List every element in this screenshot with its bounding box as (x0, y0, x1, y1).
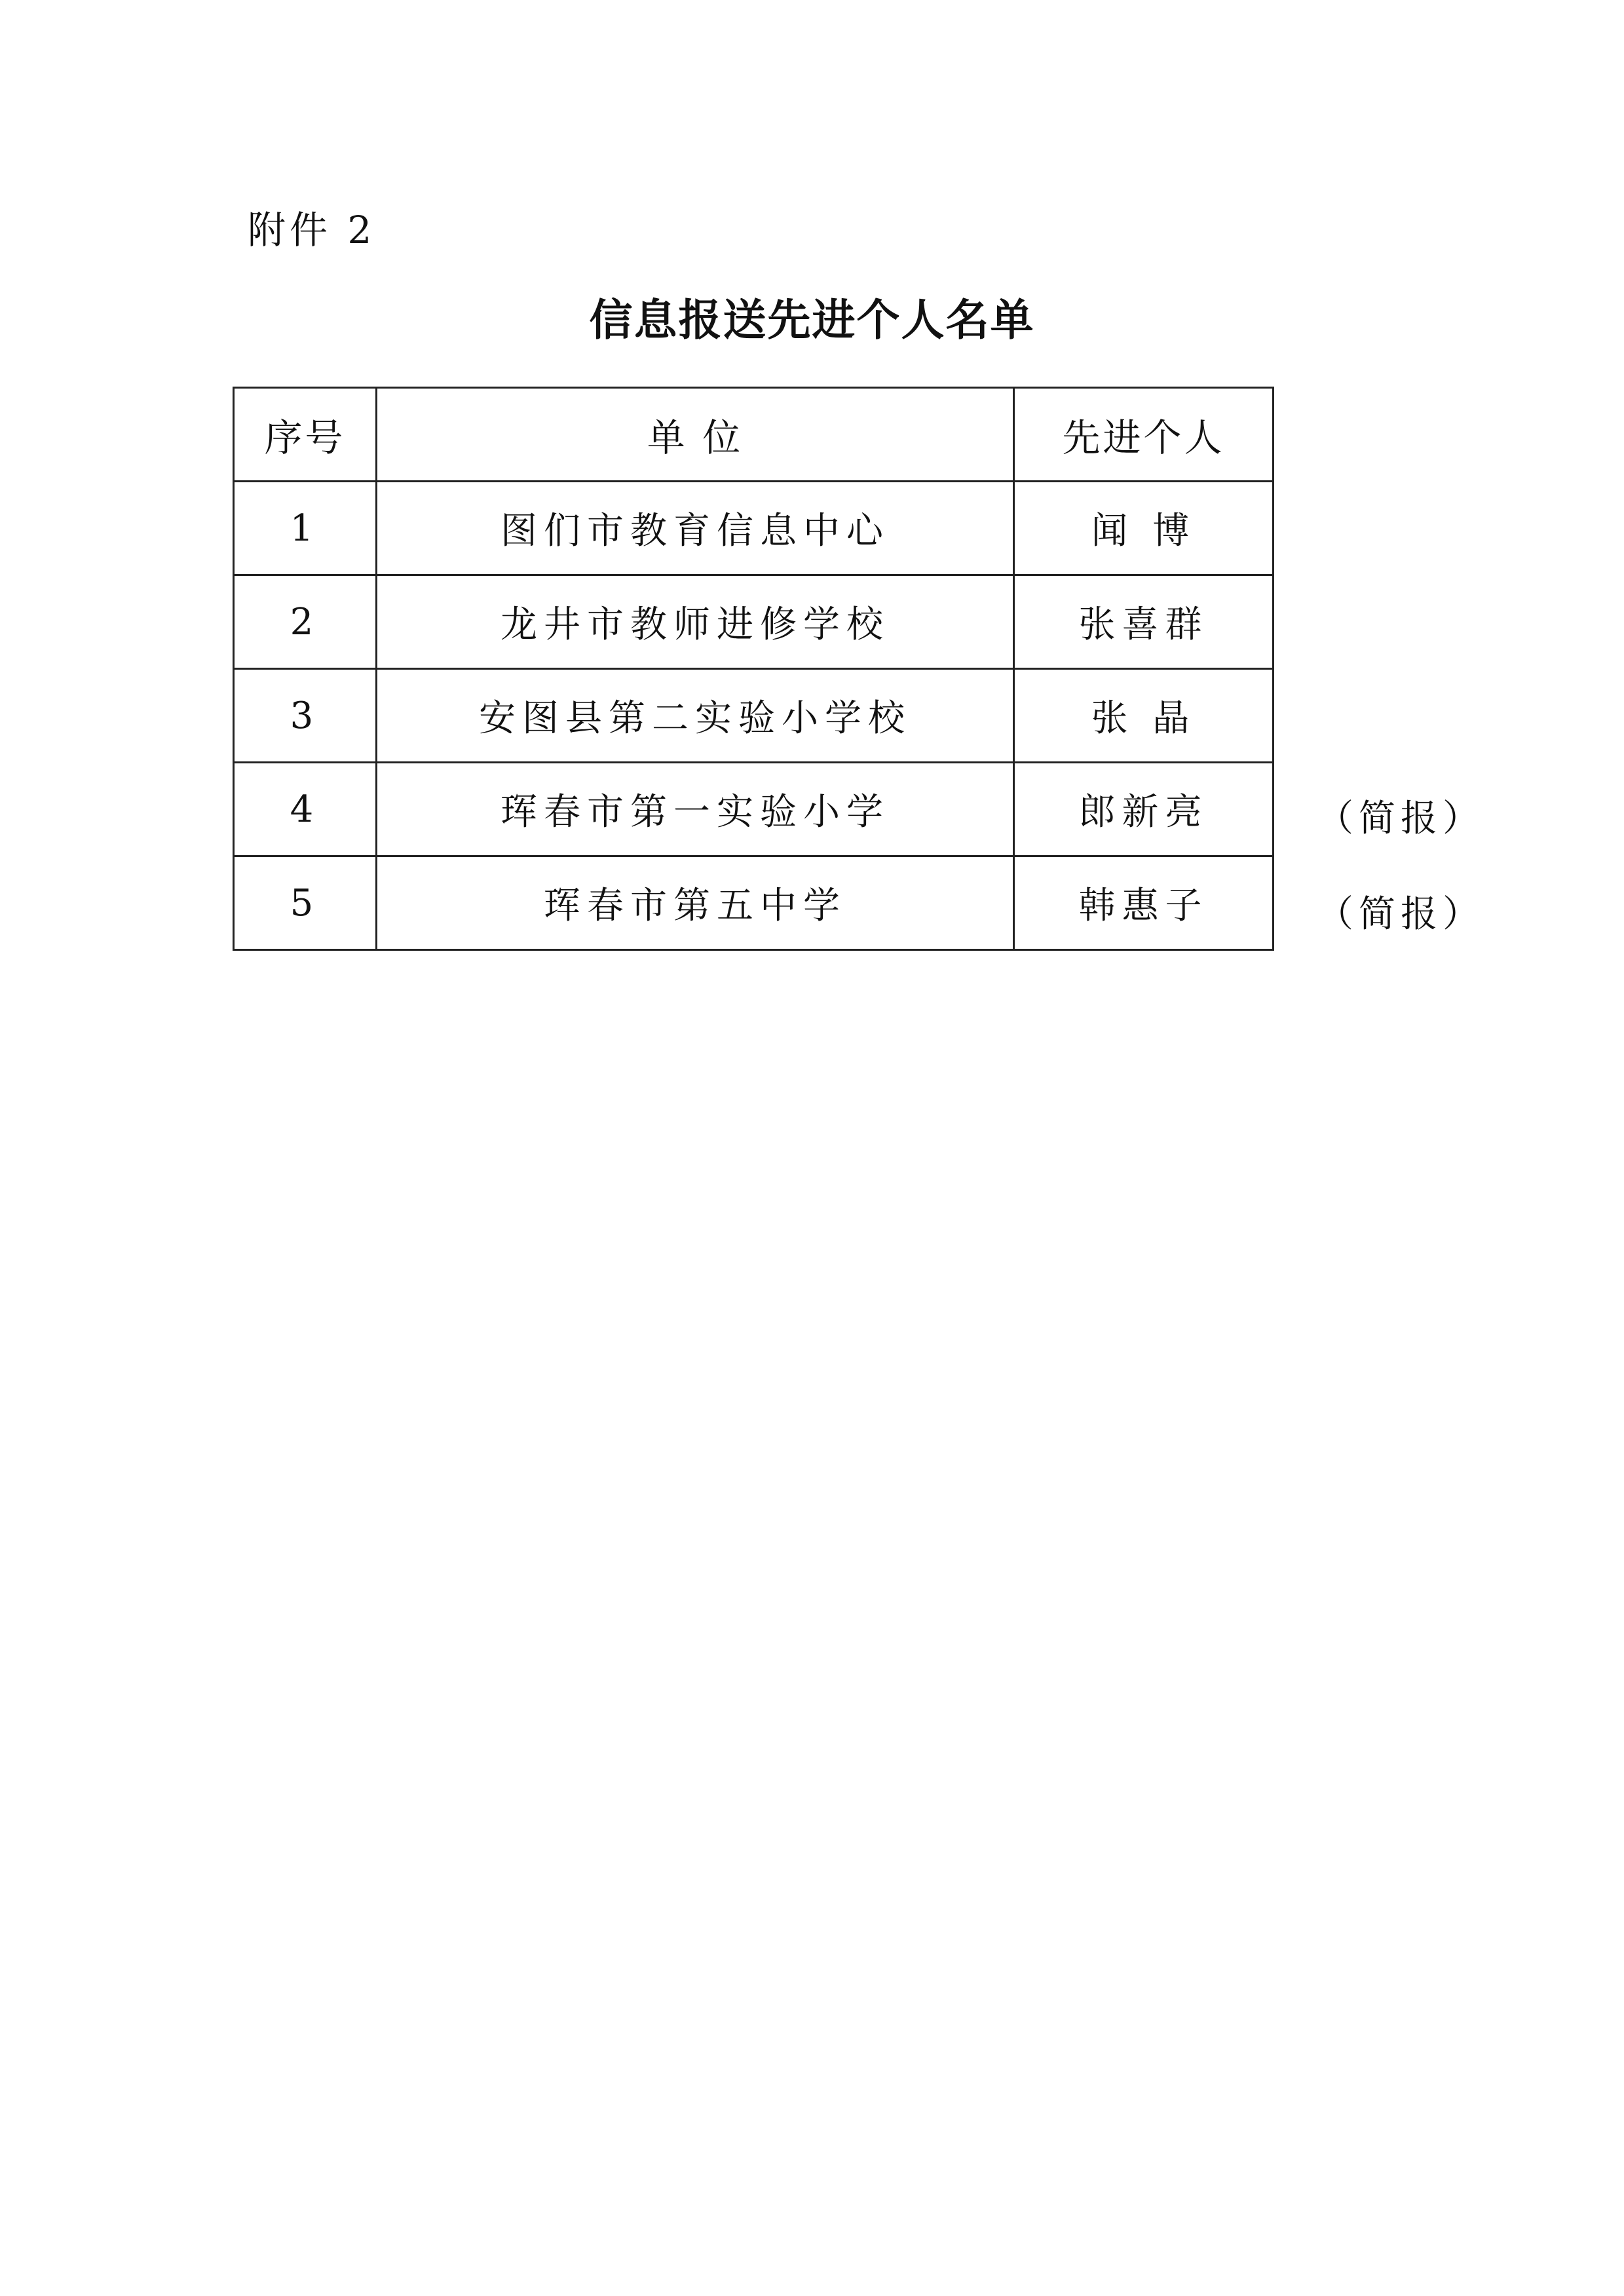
table-row (234, 763, 1274, 856)
row-seq: 4 (234, 763, 377, 856)
row-person: 闻 博 (1014, 482, 1274, 575)
attachment-label: 附件 2 (248, 208, 376, 252)
row-seq: 5 (234, 856, 377, 950)
row-seq: 3 (234, 669, 377, 763)
row-seq: 2 (234, 575, 377, 669)
header-seq: 序号 (234, 388, 377, 482)
row-unit: 珲春市第一实验小学 (377, 763, 1014, 856)
table-row (234, 856, 1274, 950)
advanced-individuals-table (233, 387, 1274, 951)
row-unit: 图们市教育信息中心 (377, 482, 1014, 575)
row-unit: 龙井市教师进修学校 (377, 575, 1014, 669)
table-row (234, 575, 1274, 669)
header-unit: 单 位 (377, 388, 1014, 482)
row-seq: 1 (234, 482, 377, 575)
table-row (234, 482, 1274, 575)
header-person: 先进个人 (1014, 388, 1274, 482)
row-unit: 珲春市第五中学 (377, 856, 1014, 950)
row-note: （简报） (1317, 797, 1484, 840)
document-title: 信息报送先进个人名单 (589, 294, 1035, 345)
row-note: （简报） (1317, 893, 1484, 936)
row-person: 张喜群 (1014, 575, 1274, 669)
table-row (234, 669, 1274, 763)
row-person: 张 晶 (1014, 669, 1274, 763)
row-unit: 安图县第二实验小学校 (377, 669, 1014, 763)
table-header-row (234, 388, 1274, 482)
row-person: 郎新亮 (1014, 763, 1274, 856)
row-person: 韩惠子 (1014, 856, 1274, 950)
